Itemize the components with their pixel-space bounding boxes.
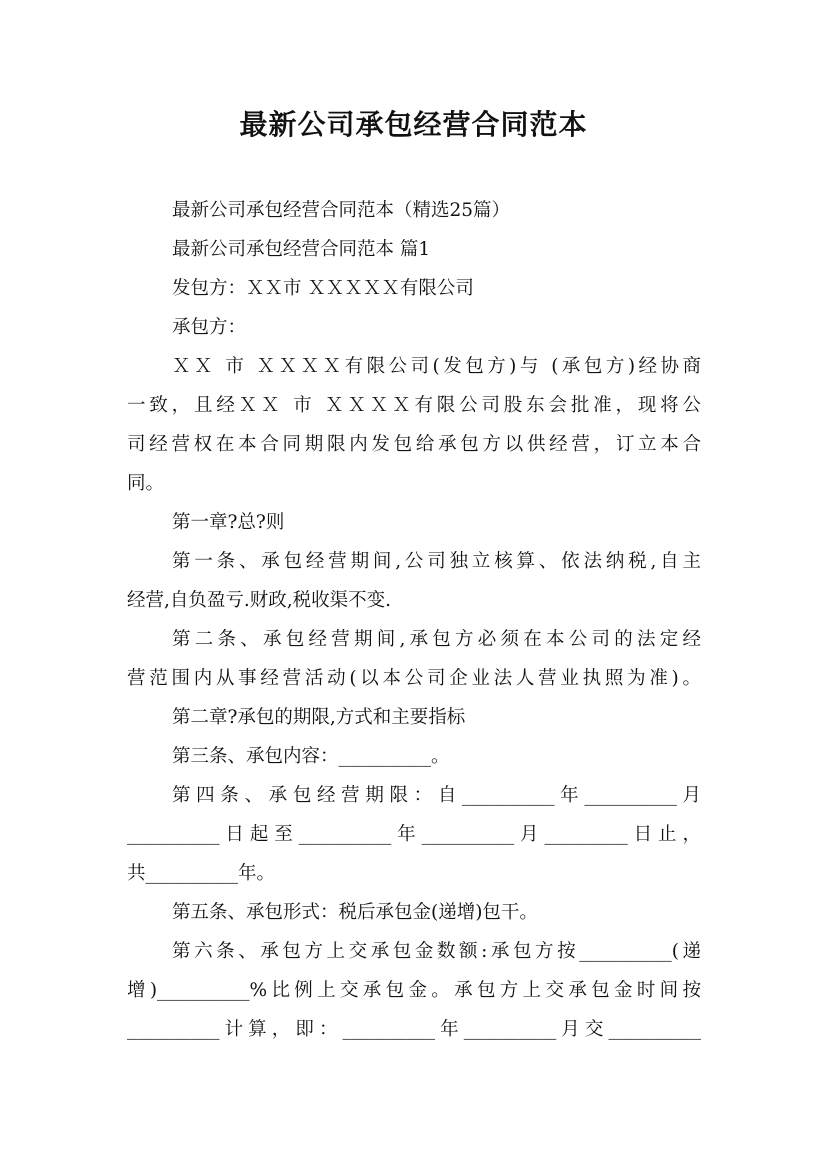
paragraph-line: 同。 <box>127 473 165 494</box>
paragraph-line: 最新公司承包经营合同范本（精选25篇） <box>172 200 511 221</box>
paragraph-line: 发包方：ＸＸ市 ＸＸＸＸＸ有限公司 <box>172 278 474 299</box>
paragraph-line: 第四条、承包经营期限：自__________年__________月 <box>172 785 701 806</box>
paragraph-line: __________计算，即：__________年__________月交__________ <box>127 1019 701 1040</box>
paragraph-line: 第一条、承包经营期间,公司独立核算、依法纳税,自主 <box>172 551 701 572</box>
paragraph-line: 第二条、承包经营期间,承包方必须在本公司的法定经 <box>172 629 701 650</box>
paragraph-line: 增)__________%比例上交承包金。承包方上交承包金时间按 <box>127 980 701 1001</box>
paragraph-line: 承包方： <box>172 317 247 338</box>
paragraph-line: __________日起至__________年__________月_________日止， <box>127 824 701 845</box>
chapter-heading: 第一章?总?则 <box>172 512 285 533</box>
paragraph-line: 一致，且经ＸＸ 市 ＸＸＸＸ有限公司股东会批准，现将公 <box>127 395 701 416</box>
paragraph-line: 第三条、承包内容：__________。 <box>172 746 450 767</box>
paragraph-line: 共__________年。 <box>127 863 276 884</box>
paragraph-line: 第五条、承包形式：税后承包金(递增)包干。 <box>172 902 538 923</box>
paragraph-line: 营范围内从事经营活动(以本公司企业法人营业执照为准)。 <box>127 668 701 689</box>
paragraph-line: ＸＸ 市 ＸＸＸＸ有限公司(发包方)与 (承包方)经协商 <box>172 356 701 377</box>
chapter-heading: 第二章?承包的期限,方式和主要指标 <box>172 707 466 728</box>
paragraph-line: 经营,自负盈亏.财政,税收渠不变. <box>127 590 392 611</box>
paragraph-line: 司经营权在本合同期限内发包给承包方以供经营，订立本合 <box>127 434 701 455</box>
document-title: 最新公司承包经营合同范本 <box>239 108 588 141</box>
paragraph-line: 第六条、承包方上交承包金数额:承包方按__________(递 <box>172 941 701 962</box>
paragraph-line: 最新公司承包经营合同范本 篇1 <box>172 239 431 260</box>
